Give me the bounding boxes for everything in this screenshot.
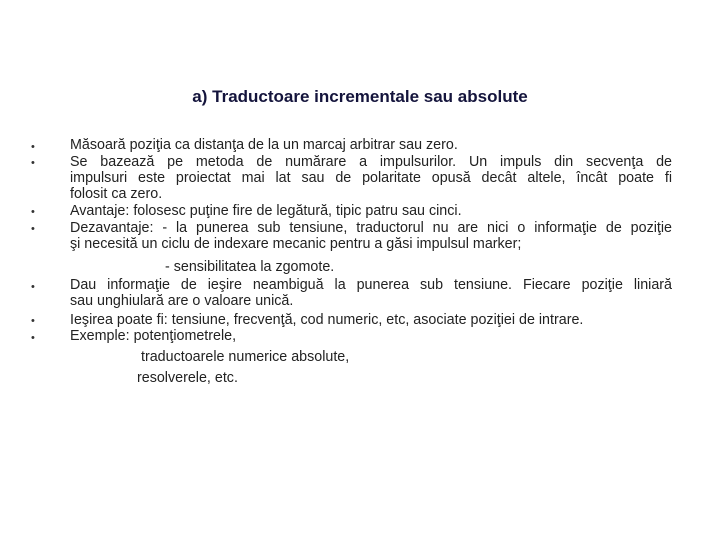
bullet-marker: • (31, 281, 35, 293)
bullet-line: şi necesită un ciclu de indexare mecanic pentru a găsi impulsul marker; (70, 236, 522, 252)
bullet-line: sau unghiulară are o valoare unică. (70, 293, 294, 309)
bullet-line: Se bazează pe metoda de numărare a impulsurilor. Un impuls din secvenţa de (70, 154, 672, 170)
bullet-marker: • (31, 206, 35, 218)
bullet-line: folosit ca zero. (70, 186, 163, 202)
bullet-line: Dau informaţie de ieşire neambiguă la punerea sub tensiune. Fiecare poziţie liniară (70, 277, 672, 293)
bullet-marker: • (31, 223, 35, 235)
bullet-line: impulsuri este proiectat mai lat sau de polaritate opusă decât altele, încât poate fi (70, 170, 672, 186)
bullet-line: Exemple: potenţiometrele, (70, 328, 237, 344)
bullet-marker: • (31, 157, 35, 169)
bullet-line: Ieşirea poate fi: tensiune, frecvenţă, cod numeric, etc, asociate poziţiei de intrare. (70, 312, 584, 328)
bullet-marker: • (31, 315, 35, 327)
bullet-marker: • (31, 141, 35, 153)
bullet-line: resolverele, etc. (137, 370, 238, 386)
bullet-line: Dezavantaje: - la punerea sub tensiune, traductorul nu are nici o informaţie de poziţie (70, 220, 672, 236)
bullet-line: Avantaje: folosesc puţine fire de legătură, tipic patru sau cinci. (70, 203, 462, 219)
bullet-line: Măsoară poziţia ca distanţa de la un marcaj arbitrar sau zero. (70, 137, 458, 153)
slide-title: a) Traductoare incrementale sau absolute (192, 87, 528, 106)
bullet-marker: • (31, 332, 35, 344)
bullet-line: traductoarele numerice absolute, (141, 349, 350, 365)
bullet-line: - sensibilitatea la zgomote. (165, 259, 335, 275)
